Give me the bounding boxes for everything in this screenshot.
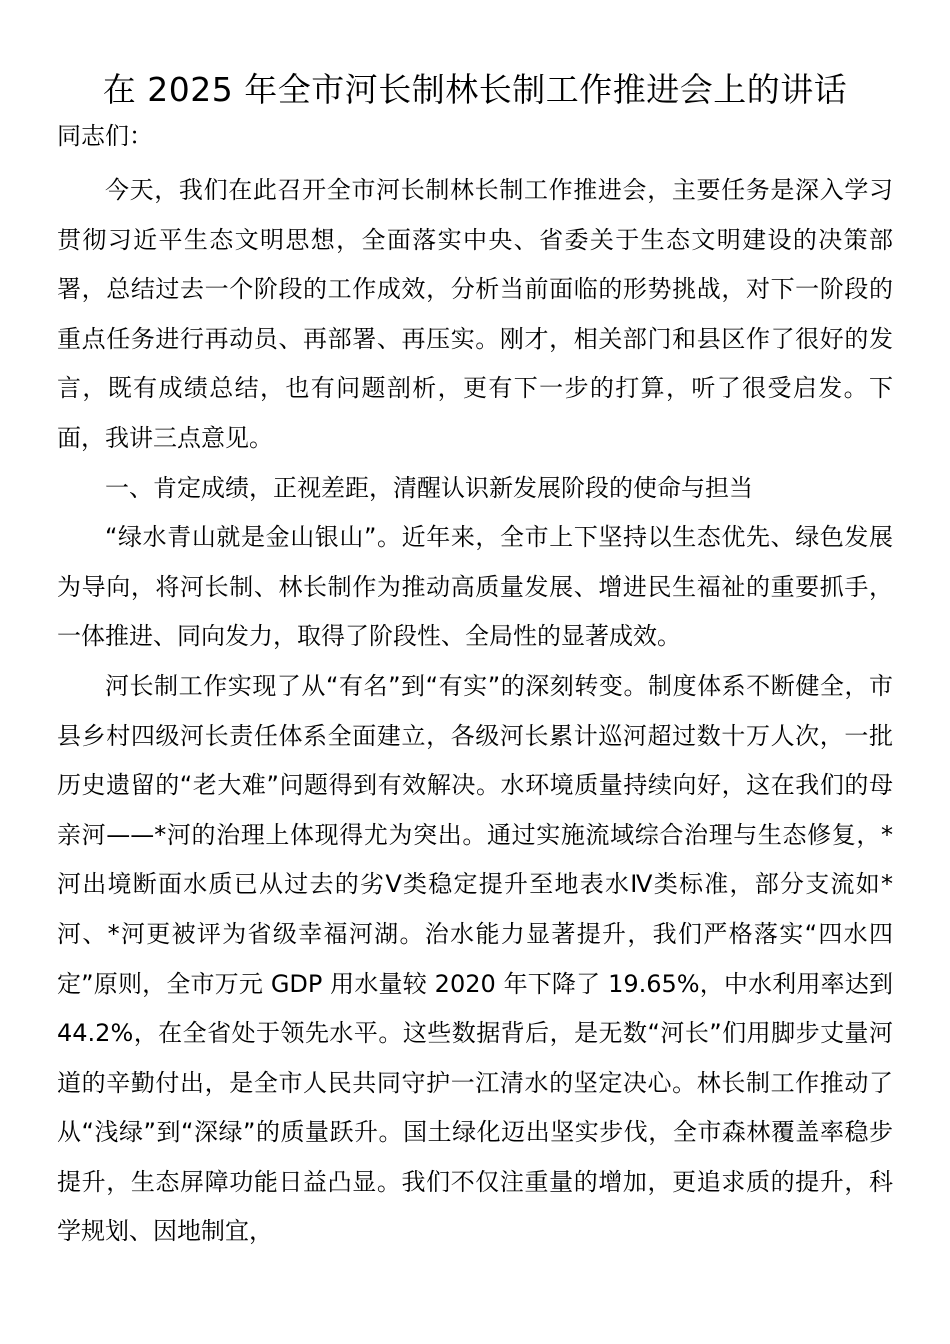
paragraph-achievements: “绿水青山就是金山银山”。近年来，全市上下坚持以生态优先、绿色发展为导向，将河长制、林长制作为推动高质量发展、增进民生福祉的重要抓手，一体推进、同向发力，取得了阶段性、全局性的显著成效。 [57, 523, 893, 651]
salutation: 同志们： [57, 122, 153, 150]
document-title: 在 2025 年全市河长制林长制工作推进会上的讲话 [102, 70, 848, 109]
paragraph-opening: 今天，我们在此召开全市河长制林长制工作推进会，主要任务是深入学习贯彻习近平生态文明思想，全面落实中央、省委关于生态文明建设的决策部署，总结过去一个阶段的工作成效，分析当前面临的形势挑战，对下一阶段的重点任务进行再动员、再部署、再压实。刚才，相关部门和县区作了很好的发言，既有成绩总结，也有问题剖析，更有下一步的打算，听了很受启发。下面，我讲三点意见。 [57, 176, 893, 452]
document-page [57, 68, 893, 1257]
section-heading-1: 一、肯定成绩，正视差距，清醒认识新发展阶段的使命与担当 [105, 473, 753, 502]
paragraph-river-chief: 河长制工作实现了从“有名”到“有实”的深刻转变。制度体系不断健全，市县乡村四级河长责任体系全面建立，各级河长累计巡河超过数十万人次，一批历史遗留的“老大难”问题得到有效解决。水环境质量持续向好，这在我们的母亲河——*河的治理上体现得尤为突出。通过实施流域综合治理与生态修复，*河出境断面水质已从过去的劣Ⅴ类稳定提升至地表水Ⅳ类标准，部分支流如*河、*河更被评为省级幸福河湖。治水能力显著提升，我们严格落实“四水四定”原则，全市万元 GDP 用水量较 2020 年下降了 19.65%，中水利用率达到 44.2%，在全省处于领先水平。这些数据背后，是无数“河长”们用脚步丈量河道的辛勤付出，是全市人民共同守护一江清水的坚定决心。林长制工作推动了从“浅绿”到“深绿”的质量跃升。国土绿化迈出坚实步伐，全市森林覆盖率稳步提升，生态屏障功能日益凸显。我们不仅注重量的增加，更追求质的提升，科学规划、因地制宜， [57, 671, 893, 1246]
